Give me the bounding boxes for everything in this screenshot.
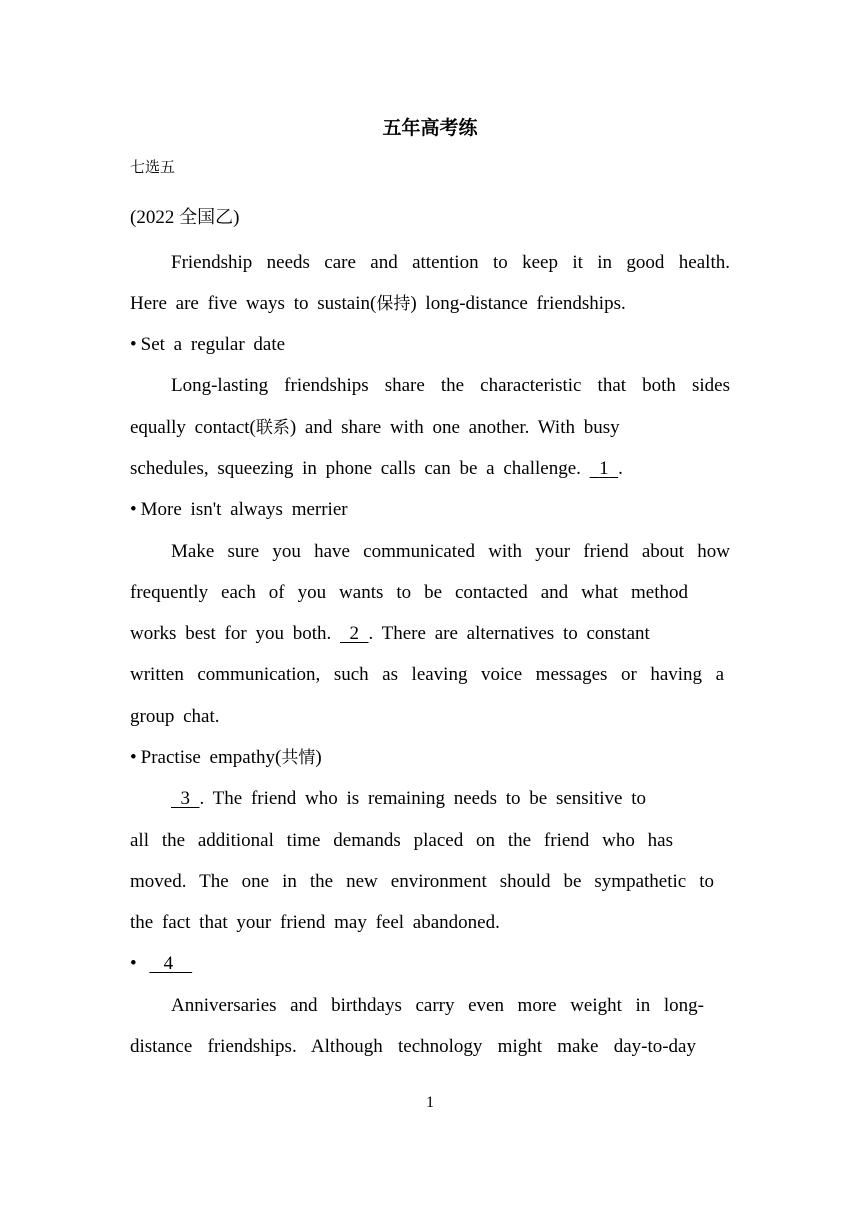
section-heading: 七选五 [130, 158, 176, 176]
subheading-text: Set a regular date [140, 334, 286, 355]
gloss-text: 共情 [281, 748, 316, 768]
paragraph-line: the fact that your friend may feel abandoned. [130, 912, 500, 933]
paragraph-line [130, 457, 730, 481]
text-span: . [618, 458, 623, 479]
paragraph-line [130, 622, 730, 646]
text-span: equally contact( [130, 417, 256, 438]
text-span: ) and share with one another. With busy [289, 417, 620, 438]
paragraph-line [130, 292, 730, 316]
bullet-icon: • [130, 499, 137, 520]
paragraph-line [171, 787, 771, 811]
paragraph-line: Long-lasting friendships share the characteristic that both sides [171, 375, 730, 396]
text-span: ) long-distance friendships. [410, 293, 626, 314]
paragraph-line: Make sure you have communicated with your friend about how [171, 541, 730, 562]
text-span: schedules, squeezing in phone calls can be a challenge. [130, 458, 581, 479]
answer-blank-1[interactable] [590, 457, 619, 481]
source-suffix: ) [233, 207, 240, 228]
page-number: 1 [426, 1094, 434, 1111]
paragraph-line: Friendship needs care and attention to keep it in good health. [171, 252, 730, 273]
paragraph-line [130, 416, 730, 440]
paragraph-line: distance friendships. Although technology might make day-to-day [130, 1036, 696, 1057]
text-span: works best for you both. [130, 623, 332, 644]
text-span: Here are five ways to sustain( [130, 293, 377, 314]
answer-blank-3[interactable] [171, 787, 200, 811]
gloss-text: 保持 [376, 294, 411, 314]
paragraph-line: Anniversaries and birthdays carry even more weight in long- [171, 995, 704, 1016]
text-span: . The friend who is remaining needs to be sensitive to [199, 788, 646, 809]
text-span: ) [315, 747, 322, 768]
blank-number: 2 [349, 623, 359, 644]
blank-number: 1 [599, 458, 609, 479]
source-prefix: (2022 [130, 207, 180, 228]
text-span: . There are alternatives to constant [368, 623, 650, 644]
subheading-text: More isn't always merrier [140, 499, 348, 520]
subheading [130, 952, 730, 976]
answer-blank-4[interactable] [149, 952, 192, 976]
page-title: 五年高考练 [382, 117, 478, 139]
paragraph-line: group chat. [130, 706, 220, 727]
source-label [130, 203, 239, 229]
subheading-text: Practise empathy( [140, 747, 282, 768]
blank-number: 4 [163, 953, 174, 974]
paragraph-line: written communication, such as leaving voice messages or having a [130, 664, 724, 685]
subheading [130, 746, 730, 770]
bullet-icon: • [130, 953, 137, 974]
subheading [130, 498, 730, 522]
paragraph-line: moved. The one in the new environment should be sympathetic to [130, 871, 714, 892]
bullet-icon: • [130, 334, 137, 355]
source-exam-name: 全国乙 [179, 207, 234, 228]
answer-blank-2[interactable] [340, 622, 369, 646]
bullet-icon: • [130, 747, 137, 768]
paragraph-line: all the additional time demands placed on the friend who has [130, 830, 673, 851]
gloss-text: 联系 [255, 418, 290, 438]
subheading [130, 333, 730, 357]
blank-number: 3 [180, 788, 190, 809]
paragraph-line: frequently each of you wants to be contacted and what method [130, 582, 688, 603]
